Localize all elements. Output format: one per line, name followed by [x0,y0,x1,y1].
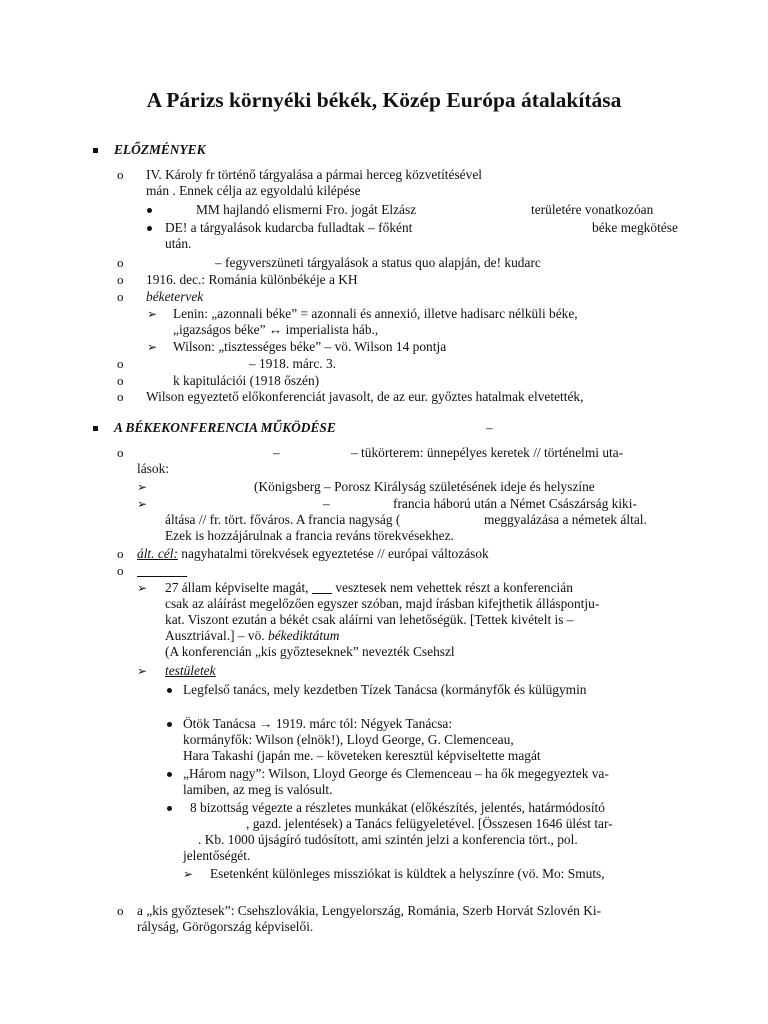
text-line: MM hajlandó elismerni Fro. jogát Elzász [196,202,417,217]
text-line: Legfelső tanács, mely kezdetben Tízek Tanácsa (kormányfők és külügymin [183,682,587,697]
text-line: rályság, Görögország képviselői. [137,919,314,934]
text-line: Esetenként különleges missziókat is küldtek a helyszínre (vö. Mo: Smuts, [210,866,605,881]
circle-bullet: o [117,563,124,578]
text-line: – [323,496,330,511]
circle-bullet: o [117,289,124,304]
arrow-bullet: ➢ [137,480,148,494]
disc-bullet [167,722,172,727]
section-heading-elozmenyek: ELŐZMÉNYEK [114,142,206,157]
arrow-bullet: ➢ [147,340,158,354]
square-bullet [93,148,98,153]
text-line: „igazságos béke” ↔ imperialista háb., [173,322,379,337]
disc-bullet [167,806,172,811]
section-heading-bekekonferencia: A BÉKEKONFERENCIA MŰKÖDÉSE [114,420,336,435]
text-part: békediktátum [268,628,340,643]
text-line: csak az aláírást megelőzően egyszer szóban, majd írásban kifejthetik álláspontju- [165,596,600,611]
circle-bullet: o [117,445,124,460]
text-line: 8 bizottság végezte a részletes munkákat (előkészítés, jelentés, határmódosító [190,800,605,815]
text-line: , gazd. jelentések) a Tanács felügyeletével. [Összesen 1646 ülést tar- [246,816,613,831]
text-part: 27 állam képviselte magát, [165,580,309,595]
text-line: (Königsberg – Porosz Királyság születésének ideje és helyszíne [254,479,595,494]
text-line: jelentőségét. [183,848,251,863]
arrow-bullet: ➢ [137,581,148,595]
text-line: béke megkötése [592,220,678,235]
text-line: – 1918. márc. 3. [249,356,337,371]
circle-bullet: o [117,546,124,561]
circle-bullet: o [117,272,124,287]
text-part: Ausztriával.] – vö. [165,628,265,643]
page-title: A Párizs környéki békék, Közép Európa átalakítása [146,88,622,112]
arrow-bullet: ➢ [147,307,158,321]
text-line: Ötök Tanácsa → 1919. márc tól: Négyek Tanácsa: [183,716,453,731]
text-line: meggyalázása a németek által. [484,512,647,527]
arrow-bullet: ➢ [137,664,148,678]
disc-bullet [167,688,172,693]
text-line: kat. Viszont ezután a békét csak aláírni van lehetőségük. [Tettek kivételt is – [165,612,574,627]
text-line: Wilson: „tisztességes béke” – vö. Wilson 14 pontja [173,339,447,354]
arrow-bullet: ➢ [137,497,148,511]
text-line: – [273,445,280,460]
text-line: . Kb. 1000 újságíró tudósított, ami szintén jelzi a konferencia tört., pol. [198,832,578,847]
text-line: – fegyverszüneti tárgyalások a status quo alapján, de! kudarc [215,255,541,270]
text-line [165,628,339,644]
text-part: vesztesek nem vehettek részt a konferencián [331,580,573,595]
text-line: k kapitulációi (1918 őszén) [173,373,320,388]
text-line: testületek [165,663,216,678]
circle-bullet: o [117,167,124,182]
text-line: béketervek [146,289,204,304]
text-line: a „kis győztesek”: Csehszlovákia, Lengyelország, Románia, Szerb Horvát Szlovén Ki- [137,903,602,918]
general-goal-text: nagyhatalmi törekvések egyeztetése // európai változások [177,546,489,561]
blank-underline [137,563,187,579]
general-goal-label: ált. cél: [137,546,178,561]
circle-bullet: o [117,389,124,404]
text-line: áltása // fr. tört. főváros. A francia nagyság ( [165,512,401,527]
text-line: Lenin: „azonnali béke” = azonnali és annexió, illetve hadisarc nélküli béke, [173,306,578,321]
disc-bullet [167,772,172,777]
square-bullet [93,426,98,431]
text-line: „Három nagy”: Wilson, Lloyd George és Clemenceau – ha ők megegyeztek va- [183,766,609,781]
text-line: IV. Károly fr történő tárgyalása a pármai herceg közvetítésével [146,167,482,182]
text-line: területére vonatkozóan [531,202,654,217]
text-line [165,580,573,596]
text-line: 1916. dec.: Románia különbékéje a KH [146,272,358,287]
text-line: lások: [137,461,169,476]
circle-bullet: o [117,356,124,371]
text-line: Ezek is hozzájárulnak a francia reváns törekvésekhez. [165,528,454,543]
text-line [137,546,489,562]
text-line: (A konferencián „kis győzteseknek” nevezték Csehszl [165,644,455,659]
text-line: mán . Ennek célja az egyoldalú kilépése [146,183,361,198]
text-line: – tükörterem: ünnepélyes keretek // történelmi uta- [351,445,624,460]
text-line: Hara Takashi (japán me. – követeken keresztül képviseltette magát [183,748,541,763]
text-line: – [486,420,493,435]
blank-underline [312,580,332,595]
text-line: után. [165,236,192,251]
circle-bullet: o [117,903,124,918]
text-line: DE! a tárgyalások kudarcba fulladtak – főként [165,220,413,235]
text-line: francia háború után a Német Császárság kiki- [393,496,637,511]
arrow-bullet: ➢ [183,867,194,881]
text-line: lamiben, az meg is valósult. [183,782,333,797]
disc-bullet [147,226,152,231]
text-line: kormányfők: Wilson (elnök!), Lloyd George, G. Clemenceau, [183,732,514,747]
circle-bullet: o [117,373,124,388]
disc-bullet [147,208,152,213]
text-line: Wilson egyeztető előkonferenciát javasolt, de az eur. győztes hatalmak elvetették, [146,389,584,404]
circle-bullet: o [117,255,124,270]
